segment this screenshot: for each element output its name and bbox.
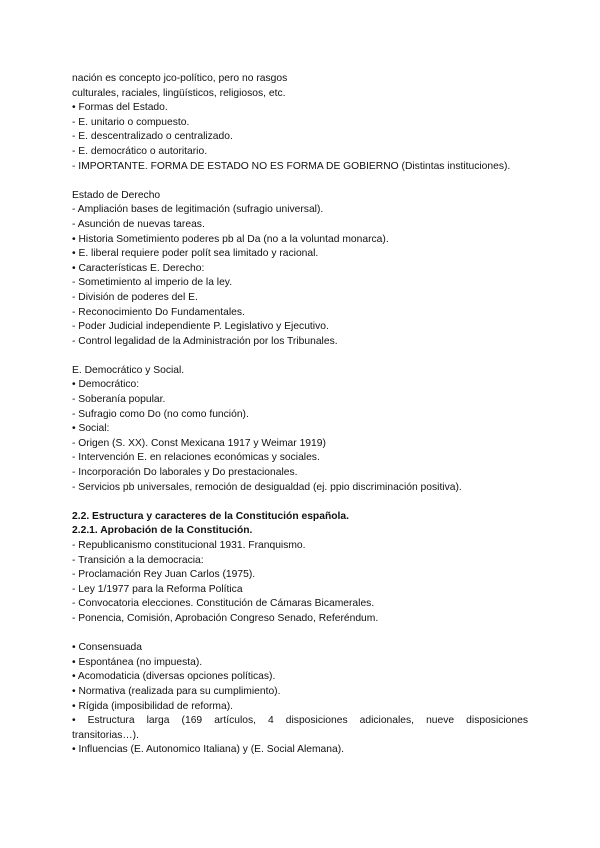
list-item: - Republicanismo constitucional 1931. Franquismo. [72, 540, 306, 551]
bullet-item-justified: • Estructura larga (169 artículos, 4 disposiciones adicionales, nueve disposiciones [72, 715, 528, 727]
list-item: - Sometimiento al imperio de la ley. [72, 277, 233, 289]
bullet-item: • E. liberal requiere poder polít sea limitado y racional. [72, 248, 319, 260]
bullet-item: • Formas del Estado. [72, 102, 168, 114]
bullet-item: • Social: [72, 423, 110, 435]
list-item: - Ampliación bases de legitimación (sufragio universal). [72, 204, 324, 216]
bullet-item: • Influencias (E. Autonomico Italiana) y (E. Social Alemana). [72, 744, 345, 756]
list-item: - Sufragio como Do (no como función). [72, 408, 249, 420]
paragraph-gap [72, 495, 528, 510]
bullet-item: • Democrático: [72, 379, 140, 391]
list-item: - Transición a la democracia: [72, 554, 204, 566]
paragraph-gap [72, 174, 528, 189]
list-item: - Reconocimiento Do Fundamentales. [72, 306, 245, 318]
section-title: E. Democrático y Social. [72, 364, 185, 376]
section-title: Estado de Derecho [72, 189, 161, 201]
list-item: - División de poderes del E. [72, 291, 198, 303]
list-item: - Origen (S. XX). Const Mexicana 1917 y Weimar 1919) [72, 437, 326, 449]
list-item: - Incorporación Do laborales y Do prestacionales. [72, 467, 298, 479]
list-item: - Servicios pb universales, remoción de desigualdad (ej. ppio discriminación positiva). [72, 481, 462, 493]
list-item: - Ley 1/1977 para la Reforma Política [72, 583, 243, 595]
bullet-item: • Consensuada [72, 642, 143, 654]
document-page [72, 72, 528, 758]
bullet-item: • Acomodaticia (diversas opciones políticas). [72, 671, 276, 683]
section-estado-de-derecho [72, 189, 528, 350]
list-item: - E. descentralizado o centralizado. [72, 131, 233, 143]
section-caracteres [72, 641, 528, 758]
bullet-item: • Historia Sometimiento poderes pb al Da (no a la voluntad monarca). [72, 233, 389, 245]
text-line: nación es concepto jco-político, pero no rasgos [72, 73, 288, 84]
list-item: - IMPORTANTE. FORMA DE ESTADO NO ES FORMA DE GOBIERNO (Distintas instituciones). [72, 160, 511, 172]
list-item: - Poder Judicial independiente P. Legislativo y Ejecutivo. [72, 321, 329, 333]
list-item: - Control legalidad de la Administración por los Tribunales. [72, 335, 338, 347]
list-item: - Intervención E. en relaciones económicas y sociales. [72, 452, 320, 464]
bullet-item: • Características E. Derecho: [72, 262, 205, 274]
bullet-item-continuation: transitorias…). [72, 729, 139, 741]
list-item: - Convocatoria elecciones. Constitución de Cámaras Bicamerales. [72, 598, 375, 610]
bullet-item: • Espontánea (no impuesta). [72, 656, 203, 668]
list-item: - E. unitario o compuesto. [72, 116, 190, 128]
bullet-item: • Normativa (realizada para su cumplimiento). [72, 685, 281, 697]
bullet-item: • Rígida (imposibilidad de reforma). [72, 700, 233, 712]
paragraph-gap [72, 349, 528, 364]
subsection-heading: 2.2.1. Aprobación de la Constitución. [72, 525, 253, 537]
section-democratico-social [72, 364, 528, 495]
text-line: culturales, raciales, lingüísticos, religiosos, etc. [72, 87, 286, 99]
section-intro [72, 72, 528, 174]
list-item: - Proclamación Rey Juan Carlos (1975). [72, 569, 256, 581]
list-item: - E. democrático o autoritario. [72, 145, 208, 157]
list-item: - Ponencia, Comisión, Aprobación Congreso Senado, Referéndum. [72, 612, 379, 624]
list-item: - Soberanía popular. [72, 394, 166, 406]
paragraph-gap [72, 627, 528, 642]
section-constitucion [72, 510, 528, 627]
list-item: - Asunción de nuevas tareas. [72, 218, 205, 230]
section-heading: 2.2. Estructura y caracteres de la Constitución española. [72, 510, 349, 522]
